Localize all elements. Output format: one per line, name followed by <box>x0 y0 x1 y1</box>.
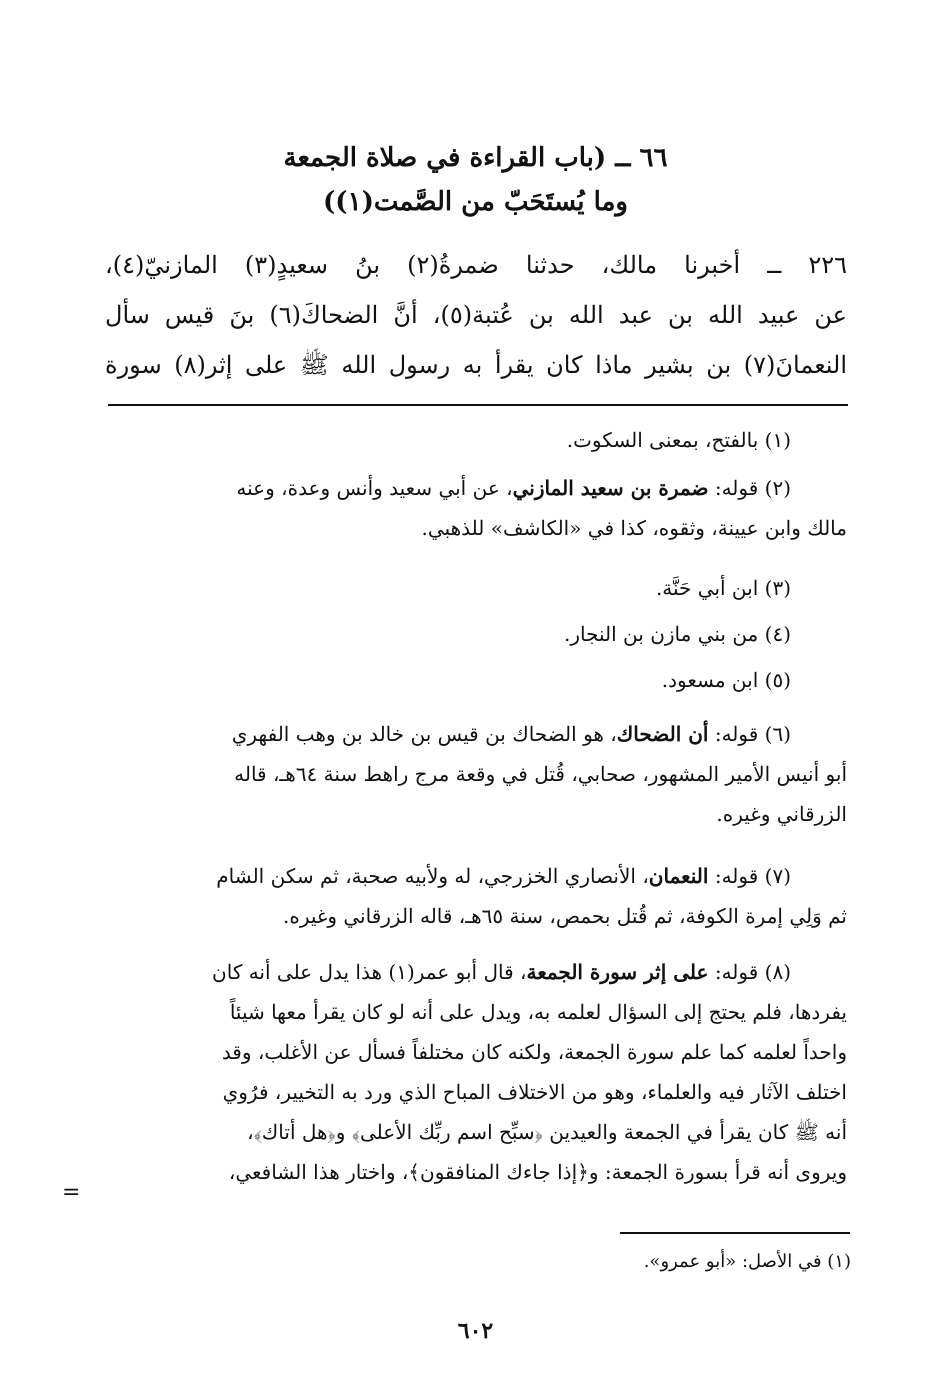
footnote-7 <box>105 856 847 936</box>
footnote-divider <box>108 404 848 406</box>
footnote-8-line-6: ويروى أنه قرأ بسورة الجمعة: و﴿إذا جاءك المنافقون﴾، واختار هذا الشافعي، <box>228 1160 847 1184</box>
footnote-1-text: (١) بالفتح، بمعنى السكوت. <box>566 428 791 452</box>
footnote-8-line-3: واحداً لعلمه كما علم سورة الجمعة، ولكنه كان مختلفاً فسأل عن الأغلب، وقد <box>221 1040 847 1064</box>
footnote-8-line-5: أنه ﷺ كان يقرأ في الجمعة والعيدين ﴿سبِّح اسم ربِّك الأعلى﴾ و﴿هل أتاك﴾، <box>247 1120 847 1144</box>
footnote-2-line-1 <box>105 468 847 508</box>
footnote-3 <box>105 568 847 608</box>
footnote-2 <box>105 468 847 548</box>
footnote-2-rest: ، عن أبي سعيد وأنس وعدة، وعنه <box>236 476 513 500</box>
footnote-3-text: (٣) ابن أبي حَنَّة. <box>655 576 791 600</box>
footnote-8-line-2: يفردها، فلم يحتج إلى السؤال لعلمه به، ويدل على أنه لو كان يقرأ معها شيئاً <box>229 1000 847 1024</box>
main-text-line-1: ٢٢٦ ــ أخبرنا مالك، حدثنا ضمرةُ(٢) بنُ سعيدٍ(٣) المازنيّ(٤)، <box>105 251 847 279</box>
heading-line-2: وما يُستَحَبّ من الصَّمت(١)) <box>322 187 628 217</box>
footnote-2-prefix: (٢) قوله: <box>708 476 791 500</box>
footnote-7-rest: ، الأنصاري الخزرجي، له ولأبيه صحبة، ثم سكن الشام <box>216 864 649 888</box>
main-text-line-2: عن عبيد الله بن عبد الله بن عُتبة(٥)، أنَّ الضحاكَ(٦) بنَ قيس سأل <box>105 301 847 329</box>
footnote-8-rest: ، قال أبو عمر(١) هذا يدل على أنه كان <box>212 960 527 984</box>
footnote-4 <box>105 614 847 654</box>
footnote-8 <box>105 952 847 1192</box>
footnote-1 <box>105 420 847 460</box>
footnote-8-lemma: على إثر سورة الجمعة <box>526 960 709 984</box>
footnote-5 <box>105 660 847 700</box>
footnote-6-line-3: الزرقاني وغيره. <box>716 802 847 826</box>
footnote-6 <box>105 714 847 834</box>
page-number: ٦٠٢ <box>457 1318 494 1344</box>
footnote-6-lemma: أن الضحاك <box>616 722 709 746</box>
footnote-8-prefix: (٨) قوله: <box>708 960 791 984</box>
footnote-7-lemma: النعمان <box>648 864 709 888</box>
footnote-7-line-2: ثم وَلِي إمرة الكوفة، ثم قُتل بحمص، سنة ٦٥هـ، قاله الزرقاني وغيره. <box>283 904 847 928</box>
footnote-5-text: (٥) ابن مسعود. <box>661 668 791 692</box>
continuation-marker: = <box>62 1180 81 1205</box>
sub-footnote-divider <box>620 1232 850 1234</box>
footnote-2-line-2: مالك وابن عيينة، وثقوه، كذا في «الكاشف» للذهبي. <box>421 516 847 540</box>
footnote-8-line-4: اختلف الآثار فيه والعلماء، وهو من الاختلاف المباح الذي ورد به التخيير، فرُوي <box>222 1080 847 1104</box>
main-text <box>105 240 847 390</box>
footnote-6-prefix: (٦) قوله: <box>708 722 791 746</box>
footnote-4-text: (٤) من بني مازن بن النجار. <box>563 622 791 646</box>
footnote-8-line-1 <box>105 952 847 992</box>
footnote-6-line-2: أبو أنيس الأمير المشهور، صحابي، قُتل في وقعة مرج راهط سنة ٦٤هـ، قاله <box>234 762 847 786</box>
chapter-heading <box>100 136 851 224</box>
main-text-line-3: النعمانَ(٧) بن بشير ماذا كان يقرأ به رسول الله ﷺ على إثر(٨) سورة <box>105 351 847 379</box>
footnote-2-lemma: ضمرة بن سعيد المازني <box>512 476 709 500</box>
footnote-7-prefix: (٧) قوله: <box>708 864 791 888</box>
footnote-6-rest: ، هو الضحاك بن قيس بن خالد بن وهب الفهري <box>231 722 617 746</box>
footnote-7-line-1 <box>105 856 847 896</box>
sub-footnote: (١) في الأصل: «أبو عمرو». <box>643 1251 851 1272</box>
footnote-6-line-1 <box>105 714 847 754</box>
heading-line-1: ٦٦ ــ (باب القراءة في صلاة الجمعة <box>283 143 668 173</box>
